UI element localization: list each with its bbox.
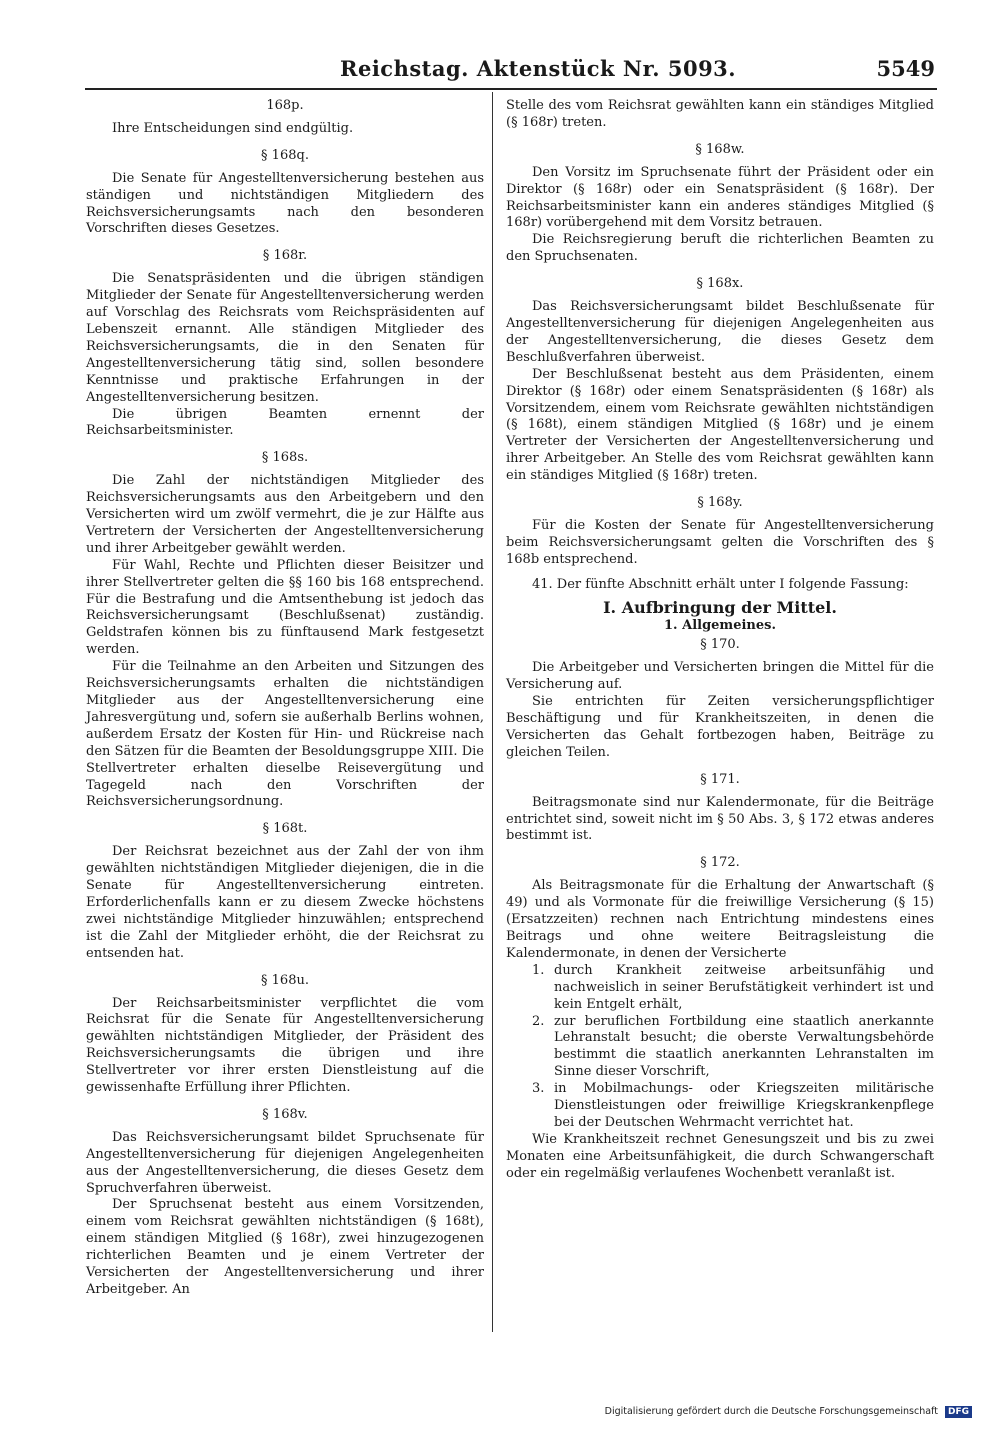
enumerated-item (506, 1081, 934, 1132)
section-168w-paragraph: Die Reichsregierung beruft die richterlichen Beamten zu den Spruchsenaten. (506, 232, 934, 265)
right-column (506, 98, 934, 1183)
item-number: 1. (532, 962, 545, 978)
sub-heading: 1. Allgemeines. (664, 618, 776, 634)
section-168s-paragraph: Für Wahl, Rechte und Pflichten dieser Beisitzer und ihrer Stellvertreter gelten die §§ 160 bis 168 entsprechend. Für die Bestrafung und die Amtsenthebung ist jedoch das Reichsversicherungsamt (Beschlußsenat) zuständig. Geldstrafen können bis zu fünftausend Mark festgesetzt werden. (86, 557, 484, 658)
section-171-paragraph: Beitragsmonate sind nur Kalendermonate, für die Beiträge entrichtet sind, soweit nicht im § 50 Abs. 3, § 172 etwas anderes bestimmt ist. (506, 794, 934, 844)
running-title: Reichstag. Aktenstück Nr. 5093. (340, 56, 737, 81)
section-168r-paragraph: Die Senatspräsidenten und die übrigen ständigen Mitglieder der Senate für Angestelltenversicherung werden auf Vorschlag des Reichsrats vom Reichspräsidenten auf Lebenszeit ernannt. Alle ständigen Mitglieder des Reichsversicherungsamts, die in den Senaten für Angestelltenversicherung tätig sind, sollen besondere Kenntnisse und praktische Erfahrungen in der Angestelltenversicherung besitzen. (86, 271, 484, 405)
item-text: in Mobilmachungs- oder Kriegszeiten militärische Dienstleistungen oder freiwillige Kriegskrankenpflege bei der Deutschen Wehrmacht verrichtet hat. (554, 1081, 934, 1130)
section-168v-paragraph: Das Reichsversicherungsamt bildet Spruchsenate für Angestelltenversicherung für diejenigen Angelegenheiten aus der Angestelltenversicherung, die dieses Gesetz dem Spruchverfahren überweist. (86, 1129, 484, 1196)
section-168s-paragraph: Für die Teilnahme an den Arbeiten und Sitzungen des Reichsversicherungsamts erhalten die nichtständigen Mitglieder aus der Angestelltenversicherung eine Jahresvergütung und, sofern sie außerhalb Berlins wohnen, außerdem Ersatz der Kosten für Hin- und Rückreise nach den Sätzen für die Beamten der Besoldungsgruppe XIII. Die Stellvertreter erhalten dieselbe Reisevergütung und Tagegeld nach den Vorschriften der Reichsversicherungsordnung. (86, 659, 484, 810)
section-170-paragraph: Sie entrichten für Zeiten versicherungspflichtiger Beschäftigung und für Krankheitszeiten, in denen die Versicherten das Gehalt fortbezogen haben, Beiträge zu gleichen Teilen. (506, 694, 934, 760)
section-172-paragraph: Wie Krankheitszeit rechnet Genesungszeit und bis zu zwei Monaten eine Arbeitsunfähigkeit, die durch Schwangerschaft oder ein regelmäßig verlaufenes Wochenbett veranlaßt ist. (506, 1131, 934, 1181)
part-heading: I. Aufbringung der Mittel. (603, 597, 837, 617)
section-170-paragraph: Die Arbeitgeber und Versicherten bringen die Mittel für die Versicherung auf. (506, 660, 934, 693)
page-number: 5549 (876, 56, 935, 81)
digitization-footer (605, 1406, 972, 1418)
section-172-title: § 172. (700, 855, 740, 871)
section-168w-title: § 168w. (695, 141, 745, 157)
section-171-title: § 171. (700, 771, 740, 787)
section-168r-title: § 168r. (262, 248, 308, 264)
section-168y-title: § 168y. (697, 495, 743, 511)
section-168q-paragraph: Die Senate für Angestelltenversicherung bestehen aus ständigen und nichtständigen Mitgliedern des Reichsversicherungsamts nach den besonderen Vorschriften dieses Gesetzes. (86, 170, 484, 237)
section-168v-title: § 168v. (262, 1106, 308, 1122)
continued-paragraph: Stelle des vom Reichsrat gewählten kann ein ständiges Mitglied (§ 168r) treten. (506, 98, 934, 130)
section-170-title: § 170. (700, 637, 740, 653)
dfg-logo: DFG (945, 1406, 972, 1418)
enumerated-item (506, 1014, 934, 1082)
section-168v-paragraph: Der Spruchsenat besteht aus einem Vorsitzenden, einem vom Reichsrat gewählten nichtständigen (§ 168t), einem ständigen Mitglied (§ 168r), zwei hinzugezogenen richterlichen Beamten und je einem Vertreter der Versicherten der Angestelltenversicherung und ihrer Arbeitgeber. An (86, 1197, 484, 1297)
section-168t-title: § 168t. (262, 821, 308, 837)
section-168q-title: § 168q. (261, 147, 309, 163)
section-168x-paragraph: Der Beschlußsenat besteht aus dem Präsidenten, einem Direktor (§ 168r) oder einem Senatspräsidenten (§ 168r) als Vorsitzendem, einem vom Reichsrate gewählten nichtständigen (§ 168t), einem ständigen Mitglied (§ 168r) und je einem Vertreter der Versicherten der Angestelltenversicherung und ihrer Arbeitgeber. An Stelle des vom Reichsrat gewählten kann ein ständiges Mitglied (§ 168r) treten. (506, 366, 934, 484)
column-divider (492, 92, 493, 1332)
section-168t-paragraph: Der Reichsrat bezeichnet aus der Zahl der von ihm gewählten nichtständigen Mitglieder diejenigen, die in die Senate für Angestelltenversicherung eintreten. Erforderlichenfalls kann er zu diesem Zwecke höchstens zwei nichtständige Mitglieder hinzuwählen; entsprechend ist die Zahl der Mitglieder erhöht, die der Reichsrat zu entsenden hat. (86, 844, 484, 961)
section-172-paragraph: Als Beitragsmonate für die Erhaltung der Anwartschaft (§ 49) und als Vormonate für die freiwillige Versicherung (§ 15) (Ersatzzeiten) rechnen nach Entrichtung mindestens eines Beitrags und ohne weitere Beitragsleistung die Kalendermonate, in denen der Versicherte (506, 878, 934, 961)
section-168u-paragraph: Der Reichsarbeitsminister verpflichtet die vom Reichsrat für die Senate für Angestelltenversicherung gewählten nichtständigen Mitglieder, der Präsident des Reichsversicherungsamts die übrigen und ihre Stellvertreter vor ihrer ersten Dienstleistung auf die gewissenhafte Erfüllung ihrer Pflichten. (86, 995, 484, 1096)
section-168x-title: § 168x. (696, 276, 744, 292)
section-168r-paragraph: Die übrigen Beamten ernennt der Reichsarbeitsminister. (86, 406, 484, 439)
enumerated-item (506, 963, 934, 1014)
page-header (85, 56, 935, 86)
header-rule (85, 88, 937, 90)
item-41-paragraph: 41. Der fünfte Abschnitt erhält unter I folgende Fassung: (532, 576, 909, 592)
section-168x-paragraph: Das Reichsversicherungsamt bildet Beschlußsenate für Angestelltenversicherung für diejenigen Angelegenheiten aus der Angestelltenversicherung, die dieses Gesetz dem Beschlußverfahren überweist. (506, 299, 934, 365)
section-168s-paragraph: Die Zahl der nichtständigen Mitglieder des Reichsversicherungsamts aus den Arbeitgebern und den Versicherten wird um zwölf vermehrt, die je zur Hälfte aus Vertretern der Versicherten der Angestelltenversicherung und ihrer Arbeitgeber gewählt werden. (86, 473, 484, 556)
item-number: 2. (532, 1013, 545, 1029)
section-168w-paragraph: Den Vorsitz im Spruchsenate führt der Präsident oder ein Direktor (§ 168r) oder ein Senatspräsident (§ 168r). Der Reichsarbeitsminister kann ein anderes ständiges Mitglied (§ 168r) vorübergehend mit dem Vorsitz betrauen. (506, 164, 934, 231)
left-column (86, 98, 484, 1299)
section-168u-title: § 168u. (261, 972, 309, 988)
footer-text: Digitalisierung gefördert durch die Deutsche Forschungsgemeinschaft (604, 1406, 938, 1417)
section-168y-paragraph: Für die Kosten der Senate für Angestelltenversicherung beim Reichsversicherungsamt gelten die Vorschriften des § 168b entsprechend. (506, 517, 934, 567)
item-text: durch Krankheit zeitweise arbeitsunfähig und nachweislich in seiner Berufstätigkeit verhindert ist und kein Entgelt erhält, (554, 962, 934, 1012)
section-168p-title: 168p. (266, 98, 304, 113)
item-text: zur beruflichen Fortbildung eine staatlich anerkannte Lehranstalt besucht; die oberste Verwaltungsbehörde bestimmt die staatlich anerkannten Lehranstalten im Sinne dieser Vorschrift, (554, 1013, 934, 1080)
item-number: 3. (532, 1081, 545, 1097)
section-168s-title: § 168s. (261, 450, 309, 466)
section-168p-text: Ihre Entscheidungen sind endgültig. (112, 120, 354, 136)
